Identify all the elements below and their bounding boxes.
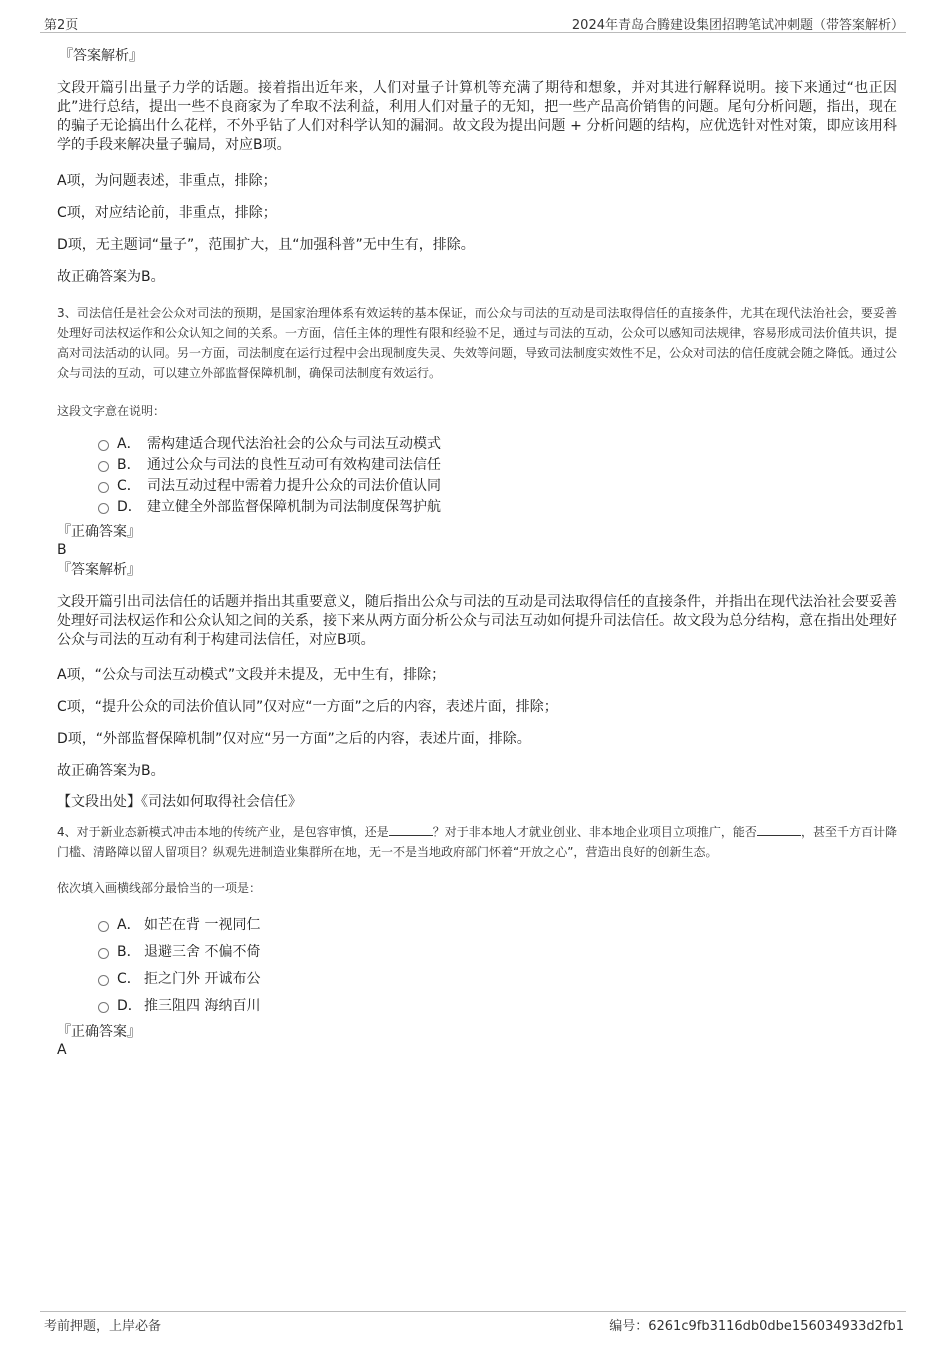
q3-note-c: C项，“提升公众的司法价值认同”仅对应“一方面”之后的内容，表述片面，排除； bbox=[57, 699, 558, 715]
radio-button[interactable] bbox=[98, 975, 109, 986]
q3-note-d: D项，“外部监督保障机制”仅对应“另一方面”之后的内容，表述片面，排除。 bbox=[57, 731, 531, 747]
q4-answer: A bbox=[57, 1042, 67, 1058]
radio-button[interactable] bbox=[98, 503, 109, 514]
radio-button[interactable] bbox=[98, 921, 109, 932]
q2-conclusion: 故正确答案为B。 bbox=[57, 269, 165, 285]
q3-question-text: 3、司法信任是社会公众对司法的预期，是国家治理体系有效运转的基本保证，而公众与司法的互动是司法取得信任的直接条件，尤其在现代法治社会，要妥善处理好司法权运作和公众认知之间的关系。一方面，信任主体的理性有限和经验不足，通过与司法的互动，公众可以感知司法规律，容易形成司法价值共识，提高对司法活动的认同。另一方面，司法制度在运行过程中会出现制度失灵、失效等问题，导致司法制度实效性不足，公众对司法的信任度就会随之降低。通过公众与司法的互动，可以建立外部监督保障机制，确保司法制度有效运行。 bbox=[57, 306, 898, 380]
q3-analysis-text: 文段开篇引出司法信任的话题并指出其重要意义，随后指出公众与司法的互动是司法取得信任的直接条件，并指出在现代法治社会要妥善处理好司法权运作和公众认知之间的关系，接下来从两方面分析公众与司法互动如何提升司法信任。故文段为总分结构，意在指出处理好公众与司法的互动有利于构建司法信任，对应B项。 bbox=[57, 594, 897, 648]
q3-option-c[interactable]: C． 司法互动过程中需着力提升公众的司法价值认同 bbox=[57, 476, 897, 497]
q2-note-a: A项，为问题表述，非重点，排除； bbox=[57, 173, 277, 189]
q3-option-b[interactable]: B． 通过公众与司法的良性互动可有效构建司法信任 bbox=[57, 455, 897, 476]
q4-option-a[interactable]: A． 如芒在背 一视同仁 bbox=[57, 912, 897, 939]
document-title: 2024年青岛合腾建设集团招聘笔试冲刺题（带答案解析） bbox=[571, 18, 904, 33]
q4-question-text: 4、对于新业态新模式冲击本地的传统产业，是包容审慎，还是 ？对于非本地人才就业创业、非本地企业项目立项推广，能否 ，甚至千方百计降门槛、清路障以留人留项目？纵观先进制造业集群所在地，无一不是当地政府部门怀着“开放之心”，营造出良好的创新生态。 bbox=[57, 825, 897, 859]
q4-prompt: 依次填入画横线部分最恰当的一项是： bbox=[57, 881, 262, 895]
radio-button[interactable] bbox=[98, 1002, 109, 1013]
q2-note-c: C项，对应结论前，非重点，排除； bbox=[57, 205, 277, 221]
q2-note-d: D项，无主题词“量子”，范围扩大，且“加强科普”无中生有，排除。 bbox=[57, 237, 475, 253]
q4-option-c[interactable]: C． 拒之门外 开诚布公 bbox=[57, 966, 897, 993]
q3-analysis-label: 『答案解析』 bbox=[57, 562, 141, 578]
q3-options bbox=[57, 434, 897, 518]
q2-analysis-label: 『答案解析』 bbox=[59, 48, 143, 64]
radio-button[interactable] bbox=[98, 440, 109, 451]
page-footer bbox=[40, 1311, 906, 1336]
radio-button[interactable] bbox=[98, 461, 109, 472]
q2-analysis-text: 文段开篇引出量子力学的话题。接着指出近年来，人们对量子计算机等充满了期待和想象，并对其进行解释说明。接下来通过“也正因此”进行总结，提出一些不良商家为了牟取不法利益，利用人们对量子的无知，把一些产品高价销售的问题。尾句分析问题，指出，现在的骗子无论搞出什么花样，不外乎钻了人们对科学认知的漏洞。故文段为提出问题 + 分析问题的结构，应优选针对性对策，即应该用科学的手段来解决量子骗局，对应B项。 bbox=[57, 80, 897, 153]
q3-answer: B bbox=[57, 542, 67, 558]
blank-2 bbox=[757, 823, 801, 836]
page-content bbox=[57, 46, 897, 1059]
blank-1 bbox=[389, 823, 433, 836]
q3-source: 【文段出处】《司法如何取得社会信任》 bbox=[57, 794, 302, 810]
q3-option-d[interactable]: D． 建立健全外部监督保障机制为司法制度保驾护航 bbox=[57, 497, 897, 518]
q4-option-b[interactable]: B． 退避三舍 不偏不倚 bbox=[57, 939, 897, 966]
q4-answer-label: 『正确答案』 bbox=[57, 1024, 141, 1040]
q3-option-a[interactable]: A． 需构建适合现代法治社会的公众与司法互动模式 bbox=[57, 434, 897, 455]
radio-button[interactable] bbox=[98, 482, 109, 493]
document-id: 编号：6261c9fb3116db0dbe156034933d2fb1 bbox=[609, 1319, 904, 1334]
q3-note-a: A项，“公众与司法互动模式”文段并未提及，无中生有，排除； bbox=[57, 667, 446, 683]
radio-button[interactable] bbox=[98, 948, 109, 959]
q4-option-d[interactable]: D． 推三阻四 海纳百川 bbox=[57, 993, 897, 1020]
q3-conclusion: 故正确答案为B。 bbox=[57, 763, 165, 779]
q3-answer-label: 『正确答案』 bbox=[57, 524, 141, 540]
page-header bbox=[40, 12, 906, 33]
q3-prompt: 这段文字意在说明： bbox=[57, 404, 166, 418]
q4-options bbox=[57, 912, 897, 1020]
footer-slogan: 考前押题，上岸必备 bbox=[44, 1319, 162, 1334]
page-number: 第2页 bbox=[44, 18, 79, 33]
